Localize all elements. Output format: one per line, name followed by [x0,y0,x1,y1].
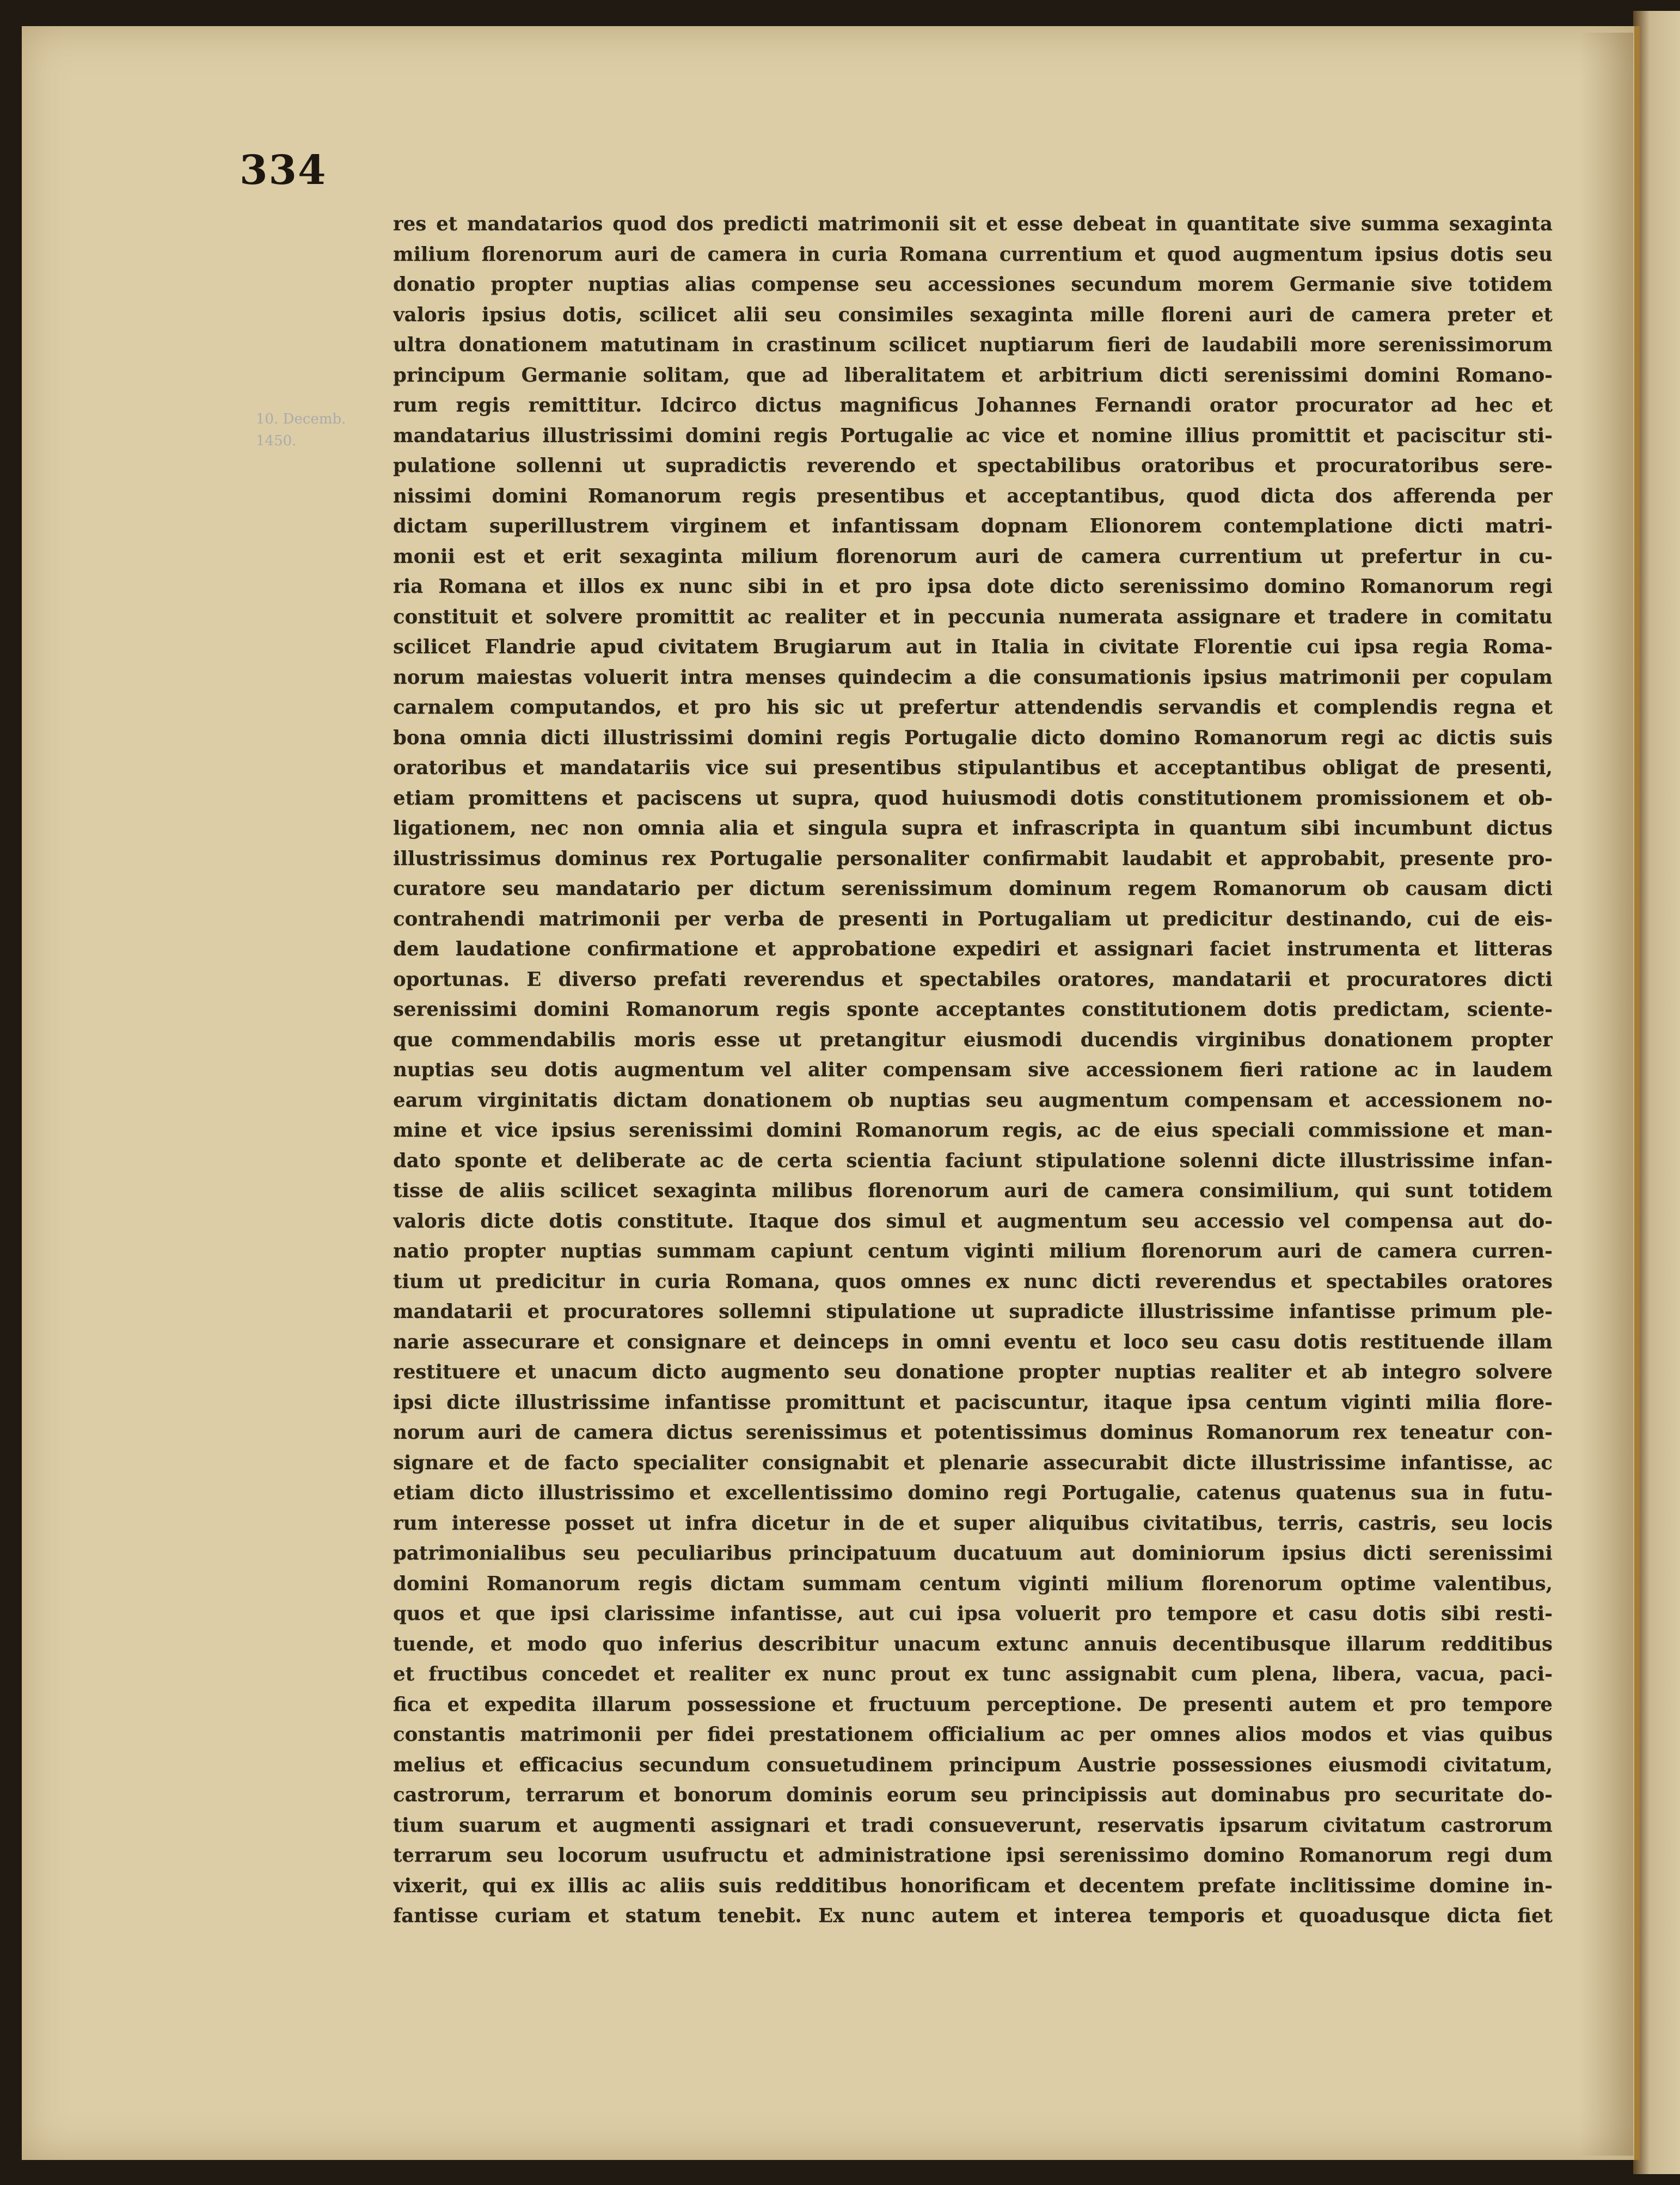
text-line: vixerit, qui ex illis ac aliis suis redditibus honorificam et decentem prefate inclitissime domine in- [393,1874,1553,1897]
text-line: valoris ipsius dotis, scilicet alii seu consimiles sexaginta mille floreni auri de camera preter et [393,303,1553,326]
text-line: oportunas. E diverso prefati reverendus et spectabiles oratores, mandatarii et procuratores dicti [393,968,1553,991]
text-line: pulatione sollenni ut supradictis reverendo et spectabilibus oratoribus et procuratoribus sere- [393,455,1553,477]
next-page-edge [1633,11,1680,2174]
text-line: mine et vice ipsius serenissimi domini Romanorum regis, ac de eius speciali commissione et man- [393,1119,1553,1141]
text-line: nuptias seu dotis augmentum vel aliter compensam sive accessionem fieri ratione ac in laudem [393,1059,1553,1081]
text-line: signare et de facto specialiter consignabit et plenarie assecurabit dicte illustrissime infantisse, ac [393,1451,1553,1474]
text-line: norum maiestas voluerit intra menses quindecim a die consumationis ipsius matrimonii per copulam [393,666,1553,689]
text-line: et fructibus concedet et realiter ex nunc prout ex tunc assignabit cum plena, libera, vacua, paci- [393,1663,1553,1685]
text-line: natio propter nuptias summam capiunt centum viginti milium florenorum auri de camera curren- [393,1240,1553,1262]
text-line: domini Romanorum regis dictam summam centum viginti milium florenorum optime valentibus, [393,1572,1553,1595]
margin-date-note [256,408,365,452]
text-line: mandatarius illustrissimi domini regis Portugalie ac vice et nomine illius promittit et paciscitur sti- [393,424,1553,447]
text-line: patrimonialibus seu peculiaribus principatuum ducatuum aut dominiorum ipsius dicti serenissimi [393,1542,1553,1564]
latin-body-text [393,209,1553,1931]
text-line: rum regis remittitur. Idcirco dictus magnificus Johannes Fernandi orator procurator ad hec et [393,394,1553,416]
text-line: ligationem, nec non omnia alia et singula supra et infrascripta in quantum sibi incumbunt dictus [393,817,1553,839]
text-line: principum Germanie solitam, que ad liberalitatem et arbitrium dicti serenissimi domini Romano- [393,364,1553,386]
text-line: curatore seu mandatario per dictum serenissimum dominum regem Romanorum ob causam dicti [393,877,1553,900]
text-line: ria Romana et illos ex nunc sibi in et pro ipsa dote dicto serenissimo domino Romanorum regi [393,575,1553,598]
margin-note-line: 1450. [256,433,297,449]
text-line: tium ut predicitur in curia Romana, quos omnes ex nunc dicti reverendus et spectabiles oratores [393,1270,1553,1293]
text-line: bona omnia dicti illustrissimi domini regis Portugalie dicto domino Romanorum regi ac dictis suis [393,726,1553,749]
text-line: valoris dicte dotis constitute. Itaque dos simul et augmentum seu accessio vel compensa aut do- [393,1210,1553,1232]
text-line: constantis matrimonii per fidei prestationem officialium ac per omnes alios modos et vias quibus [393,1723,1553,1746]
text-line: fica et expedita illarum possessione et fructuum perceptione. De presenti autem et pro tempore [393,1693,1553,1716]
text-line: donatio propter nuptias alias compense seu accessiones secundum morem Germanie sive totidem [393,273,1553,296]
text-line: dem laudatione confirmatione et approbatione expediri et assignari faciet instrumenta et litteras [393,938,1553,960]
text-line: restituere et unacum dicto augmento seu donatione propter nuptias realiter et ab integro solvere [393,1361,1553,1383]
text-line: etiam dicto illustrissimo et excellentissimo domino regi Portugalie, catenus quatenus sua in futu- [393,1482,1553,1504]
text-line: serenissimi domini Romanorum regis sponte acceptantes constitutionem dotis predictam, sciente- [393,998,1553,1021]
text-line: milium florenorum auri de camera in curia Romana currentium et quod augmentum ipsius dotis seu [393,243,1553,266]
text-line: nissimi domini Romanorum regis presentibus et acceptantibus, quod dicta dos afferenda per [393,484,1553,507]
text-line: tisse de aliis scilicet sexaginta milibus florenorum auri de camera consimilium, qui sunt totidem [393,1180,1553,1202]
text-line: rum interesse posset ut infra dicetur in de et super aliquibus civitatibus, terris, castris, seu locis [393,1512,1553,1535]
text-line: earum virginitatis dictam donationem ob nuptias seu augmentum compensam et accessionem no- [393,1089,1553,1112]
text-line: narie assecurare et consignare et deinceps in omni eventu et loco seu casu dotis restituende illam [393,1330,1553,1353]
text-line: constituit et solvere promittit ac realiter et in peccunia numerata assignare et tradere in comitatu [393,605,1553,628]
text-line: carnalem computandos, et pro his sic ut prefertur attendendis servandis et complendis regna et [393,696,1553,719]
text-line: dato sponte et deliberate ac de certa scientia faciunt stipulatione solenni dicte illustrissime infan- [393,1149,1553,1172]
text-line: mandatarii et procuratores sollemni stipulatione ut supradicte illustrissime infantisse primum ple- [393,1300,1553,1323]
page-number: 334 [240,147,327,194]
text-line: norum auri de camera dictus serenissimus et potentissimus dominus Romanorum rex teneatur con- [393,1421,1553,1444]
margin-note-line: 10. Decemb. [256,411,346,427]
text-line: etiam promittens et paciscens ut supra, quod huiusmodi dotis constitutionem promissionem et ob- [393,787,1553,809]
text-line: ultra donationem matutinam in crastinum scilicet nuptiarum fieri de laudabili more serenissimorum [393,334,1553,356]
text-line: castrorum, terrarum et bonorum dominis eorum seu principissis aut dominabus pro securitate do- [393,1784,1553,1806]
text-line: melius et efficacius secundum consuetudinem principum Austrie possessiones eiusmodi civitatum, [393,1753,1553,1776]
text-line: illustrissimus dominus rex Portugalie personaliter confirmabit laudabit et approbabit, presente pro- [393,847,1553,870]
text-line: monii est et erit sexaginta milium florenorum auri de camera currentium ut prefertur in cu- [393,545,1553,568]
text-line: dictam superillustrem virginem et infantissam dopnam Elionorem contemplatione dicti matri- [393,515,1553,537]
text-line: ipsi dicte illustrissime infantisse promittunt et paciscuntur, itaque ipsa centum viginti milia flore- [393,1391,1553,1414]
text-line: contrahendi matrimonii per verba de presenti in Portugaliam ut predicitur destinando, cui de eis- [393,907,1553,930]
text-line: tuende, et modo quo inferius describitur unacum extunc annuis decentibusque illarum redditibus [393,1632,1553,1655]
text-line: fantisse curiam et statum tenebit. Ex nunc autem et interea temporis et quoadusque dicta fiet [393,1905,1553,1927]
text-line: scilicet Flandrie apud civitatem Brugiarum aut in Italia in civitate Florentie cui ipsa regia Roma- [393,636,1553,658]
text-line: quos et que ipsi clarissime infantisse, aut cui ipsa voluerit pro tempore et casu dotis sibi resti- [393,1603,1553,1625]
page-gutter-shadow [1579,33,1633,2156]
text-line: terrarum seu locorum usufructu et administratione ipsi serenissimo domino Romanorum regi dum [393,1844,1553,1867]
text-line: tium suarum et augmenti assignari et tradi consueverunt, reservatis ipsarum civitatum castrorum [393,1814,1553,1837]
text-line: res et mandatarios quod dos predicti matrimonii sit et esse debeat in quantitate sive summa sexaginta [393,213,1553,235]
text-line: que commendabilis moris esse ut pretangitur eiusmodi ducendis virginibus donationem propter [393,1028,1553,1051]
text-line: oratoribus et mandatariis vice sui presentibus stipulantibus et acceptantibus obligat de presenti, [393,757,1553,779]
